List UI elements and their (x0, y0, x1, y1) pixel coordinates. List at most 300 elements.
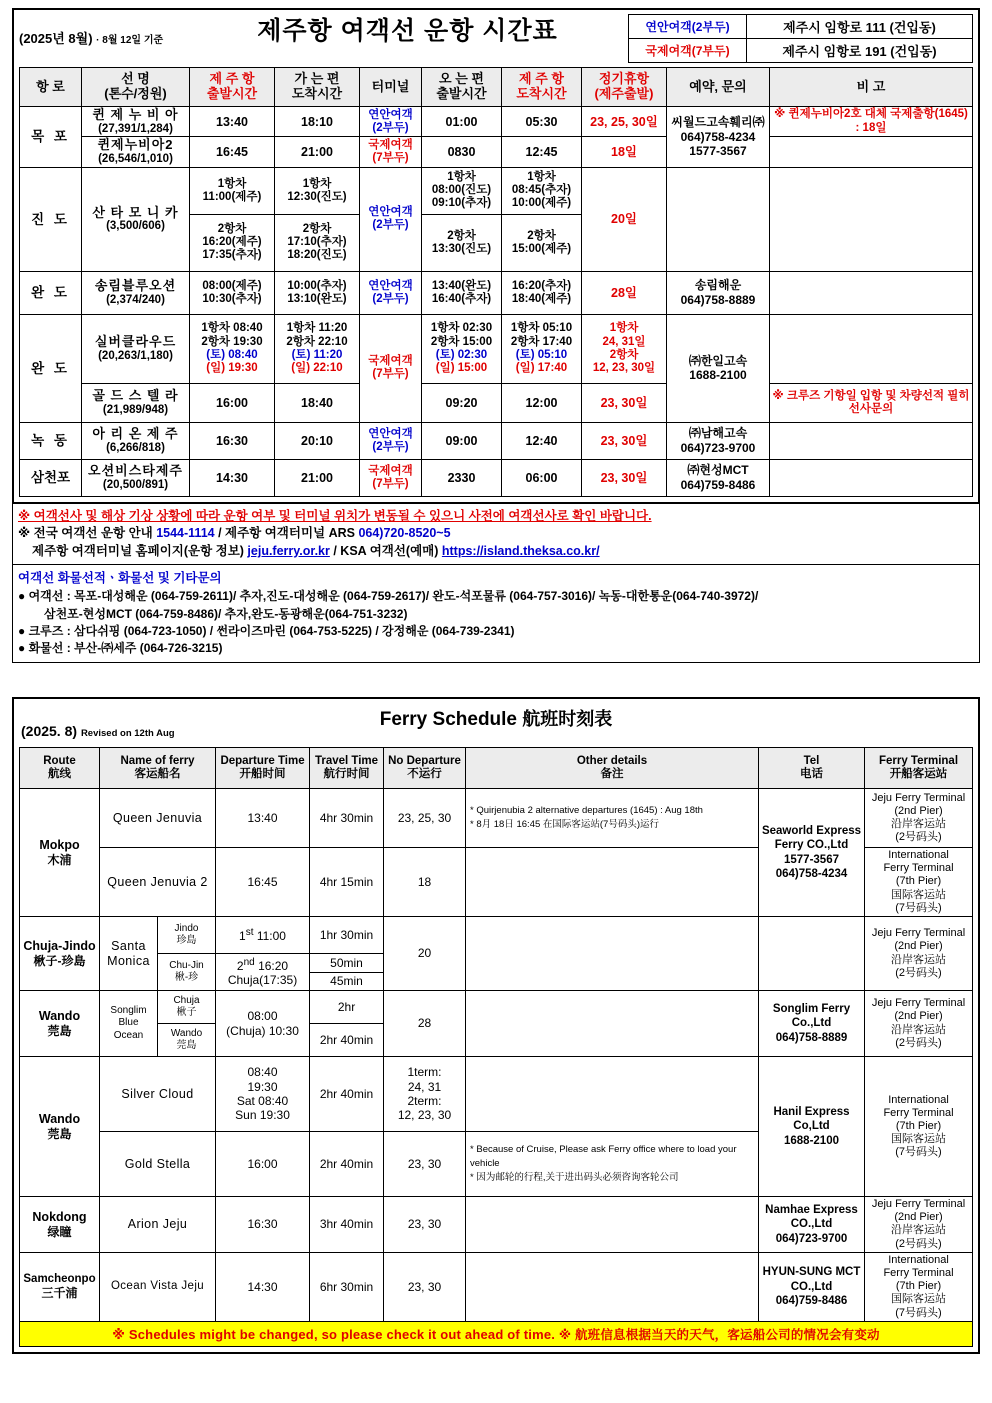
col-jeju-departure-l2: 출발시간 (206, 86, 258, 101)
cell-outbound-arrival: 21:00 (275, 459, 360, 496)
ksa-booking-link[interactable]: https://island.theksa.co.kr/ (441, 543, 600, 558)
english-date-line (21, 723, 175, 739)
sunday: (일) 22:10 (291, 362, 343, 375)
voyage-1-label: 1항차 (609, 322, 639, 335)
saturday: (토) 02:30 (435, 348, 488, 361)
cell-inbound-departure: 01:00 (422, 107, 502, 137)
cell-outbound-arrival: 21:00 (275, 137, 360, 167)
terminal-line-4: (2号码头) (895, 1237, 942, 1250)
table-row (20, 422, 973, 459)
col-tel-en (759, 748, 865, 789)
cell-holiday: 23, 30일 (582, 422, 667, 459)
cell-holiday: 20일 (582, 167, 667, 271)
voyage-time: 11:00(제주) (202, 190, 262, 203)
cell-ferry-queen-jenuvia-en: Queen Jenuvia (100, 789, 216, 848)
terminal-line-5: (7号码头) (895, 1146, 942, 1159)
cell-remark (770, 271, 973, 314)
cell-departure-en: 13:40 (216, 789, 310, 848)
ferry-line-1: Santa (111, 938, 146, 953)
leg-cn: 珍島 (176, 935, 197, 947)
company-phone: 064)723-9700 (775, 1232, 848, 1245)
terminal-line-3: 沿岸客运站 (891, 1224, 946, 1237)
ferry-line-2: Monica (107, 953, 150, 968)
terminal-line-3: 沿岸客运站 (891, 953, 946, 966)
route-cn: 莞島 (47, 1126, 72, 1141)
time-1: 16:20(추자) (511, 279, 572, 292)
voyage-2: 2항차 17:40 (510, 335, 573, 348)
leg-cn: 莞島 (176, 1040, 197, 1052)
cell-ship-gold-stella (82, 383, 190, 422)
ferry-line-3: Ocean (113, 1029, 144, 1041)
cell-departure: 13:40 (190, 107, 275, 137)
cell-route-samcheonpo-en (20, 1252, 100, 1321)
company-line-1: Hanil Express (773, 1105, 850, 1118)
jeju-ferry-homepage-link[interactable]: jeju.ferry.or.kr (247, 543, 330, 558)
leg-en: Chu-Jin (169, 959, 204, 971)
table-row (20, 271, 973, 314)
voyage-1: 1항차 02:30 (430, 322, 493, 335)
route-en: Chuja-Jindo (23, 938, 96, 953)
nodep-term2-label: 2term: (407, 1094, 442, 1109)
cell-nodeparture-en: 23, 30 (384, 1197, 466, 1253)
cell-inbound-departure-voyage2 (422, 214, 502, 271)
terminal-pier: (2부두) (372, 292, 409, 305)
cell-travel-voyage1-en: 1hr 30min (310, 917, 384, 954)
voyage-label: 1항차 (217, 177, 247, 190)
company-line-2: Co.,Ltd (791, 1017, 832, 1030)
terminal-line-1: Jeju Ferry Terminal (871, 997, 966, 1010)
cell-outbound-arrival: 20:10 (275, 422, 360, 459)
english-revision-note: Revised on 12th Aug (80, 728, 175, 740)
route-en: Wando (38, 1008, 81, 1023)
terminal-line-4: (2号码头) (895, 966, 942, 979)
cell-departure-en: 14:30 (216, 1252, 310, 1321)
cell-leg-jindo-en (158, 917, 216, 954)
cell-nodeparture-en: 20 (384, 917, 466, 991)
departure-line-2: (Chuja) 10:30 (226, 1023, 299, 1038)
terminal-pier: (7부두) (372, 477, 409, 490)
terminal-line-3: (7th Pier) (895, 1280, 942, 1293)
voyage-time: 15:00(제주) (511, 242, 572, 255)
voyage-2-label: 2항차 (609, 348, 639, 361)
voyage-2-days: 12, 23, 30일 (592, 362, 656, 375)
company-phone-2: 064)758-4234 (775, 867, 848, 880)
company-line-2: CO.,Ltd (790, 1218, 833, 1231)
cell-ferry-ocean-vista-en: Ocean Vista Jeju (100, 1252, 216, 1321)
cell-leg-chuja-en (158, 991, 216, 1024)
cell-travel-voyage2-en (310, 954, 384, 991)
cell-remark (770, 137, 973, 167)
cell-ferry-songlim-en (100, 991, 158, 1057)
company-name: 송림해운 (694, 278, 742, 293)
cell-leg-wando-en (158, 1024, 216, 1057)
cell-nodeparture-en: 18 (384, 848, 466, 917)
ship-name: 실버클라우드 (94, 334, 177, 350)
company-phone: 064)758-8889 (775, 1031, 848, 1044)
cell-jeju-arrival (502, 314, 582, 383)
nodep-term2-days: 12, 23, 30 (397, 1108, 452, 1123)
cell-other-details-gold-stella (466, 1132, 759, 1197)
ship-name: 골 드 스 텔 라 (92, 388, 179, 404)
cell-inbound-departure (422, 314, 502, 383)
korean-schedule-block (12, 8, 980, 504)
col-departure-cn-label: 开船时间 (239, 768, 286, 781)
cell-departure-en: 16:00 (216, 1132, 310, 1197)
ship-tonnage: (20,263/1,180) (98, 349, 173, 362)
time-2: 13:10(완도) (287, 292, 347, 305)
terminal-line-4: 国际客运站 (891, 1293, 946, 1306)
voyage-label: 1항차 (447, 171, 476, 184)
voyage-time: 16:20 (258, 958, 289, 973)
departure-line-1: 08:00 (247, 1009, 278, 1024)
korean-header (19, 14, 973, 63)
cell-remark-cruise: ※ 크루즈 기항일 입항 및 차량선적 필히 선사문의 (770, 383, 973, 422)
cell-other-details-en (466, 1057, 759, 1132)
english-title-text: Ferry Schedule (379, 709, 517, 731)
cell-inbound-departure: 09:20 (422, 383, 502, 422)
col-route: 항 로 (20, 68, 82, 107)
table-row (20, 1252, 973, 1321)
departure-sunday: Sun 19:30 (235, 1108, 290, 1123)
terminal-name: 국제여객 (368, 139, 413, 152)
table-row (20, 167, 973, 214)
route-cn: 绿瞳 (47, 1224, 72, 1239)
cell-reservation-empty (667, 167, 770, 271)
col-regular-holiday-l2: (제주출발) (594, 86, 654, 101)
voyage-stopover: Chuja(17:35) (227, 973, 298, 988)
cell-reservation-seaworld (667, 107, 770, 168)
col-other-details-en (466, 748, 759, 789)
cell-inbound-departure: 0830 (422, 137, 502, 167)
detail-line-en: * Quirjenubia 2 alternative departures (1645) : Aug 18th (470, 804, 703, 816)
company-line-1: HYUN-SUNG MCT (762, 1266, 861, 1279)
voyage-1: 1항차 08:40 (201, 322, 263, 335)
terminal-name: 연안여객 (368, 206, 413, 219)
terminal-name: 국제여객 (368, 464, 413, 477)
col-inbound-departure-l1: 오 는 편 (439, 71, 484, 87)
korean-date-sub: · 8월 12일 기준 (96, 35, 164, 46)
ship-name: 퀸제누비아2 (97, 137, 174, 153)
korean-date-main: (2025년 8월) (19, 31, 93, 46)
voyage-2: 2항차 19:30 (201, 335, 263, 348)
warning-text-cn: ※ 航班信息根据当天的天气，客运船公司的情况会有变动 (558, 1327, 880, 1342)
cell-terminal-en (865, 1252, 973, 1321)
cell-nodeparture-en (384, 1057, 466, 1132)
cell-travel-leg2-en: 2hr 40min (310, 1024, 384, 1057)
cell-departure-en (216, 991, 310, 1057)
voyage-time-2: 10:00(제주) (511, 197, 572, 210)
cell-route-nokdong: 녹 동 (20, 422, 82, 459)
time-1: 13:40(완도) (431, 279, 492, 292)
col-remark: 비 고 (770, 68, 973, 107)
col-ferry-name-en (100, 748, 216, 789)
terminal-line-4: (2号码头) (895, 831, 942, 844)
terminal-line-2: Ferry Terminal (883, 862, 954, 875)
terminal-line-1: International (888, 1253, 949, 1266)
col-travel-cn-label: 航行时间 (323, 768, 370, 781)
company-name: ㈜한일고속 (688, 353, 748, 368)
cell-departure-en: 16:45 (216, 848, 310, 917)
saturday: (토) 08:40 (206, 348, 258, 361)
cell-departure-voyage2 (190, 214, 275, 271)
leg-en: Wando (170, 1027, 203, 1039)
coastal-terminal-address: 제주시 임항로 111 (건입동) (747, 15, 973, 39)
terminal-line-2: (2nd Pier) (894, 804, 943, 817)
cell-departure-en: 16:30 (216, 1197, 310, 1253)
voyage-1: 1항차 05:10 (510, 322, 573, 335)
voyage-1: 1항차 11:20 (286, 322, 348, 335)
col-reservation: 예약, 문의 (667, 68, 770, 107)
cell-departure: 16:30 (190, 422, 275, 459)
col-ship-name (82, 68, 190, 107)
cell-tel-hanil-en (759, 1057, 865, 1197)
cell-reservation-songlim (667, 271, 770, 314)
ferry-line-2: Blue (118, 1017, 139, 1029)
route-cn: 木浦 (47, 852, 72, 867)
table-row (20, 1057, 973, 1132)
korean-date-line (19, 28, 187, 47)
table-row (20, 314, 973, 383)
cell-terminal (360, 422, 422, 459)
table-row (20, 789, 973, 848)
cell-outbound-arrival: 18:40 (275, 383, 360, 422)
cell-reservation-hanil (667, 314, 770, 422)
terminal-name: 연안여객 (368, 108, 413, 121)
cell-outbound-arrival (275, 271, 360, 314)
leg-en: Chuja (173, 994, 200, 1006)
korean-schedule-table (19, 67, 973, 497)
cell-tel-namhae-en (759, 1197, 865, 1253)
cell-reservation-hyunsung (667, 459, 770, 496)
terminal-line-1: Jeju Ferry Terminal (871, 1198, 966, 1211)
cell-holiday: 23, 30일 (582, 459, 667, 496)
col-ship-name-l2: (톤수/정원) (104, 86, 167, 101)
cell-travel-en: 4hr 15min (310, 848, 384, 917)
ship-name: 퀸 제 누 비 아 (92, 107, 179, 122)
info-note-prefix: ※ 전국 여객선 운항 안내 (18, 526, 157, 541)
col-departure-time-en (216, 748, 310, 789)
ship-tonnage: (27,391/1,284) (98, 122, 173, 135)
voyage2-primary (218, 957, 307, 973)
col-terminal-cn-label: 开船客运站 (889, 768, 948, 781)
cell-tel-en (759, 917, 865, 991)
cell-terminal (360, 459, 422, 496)
nodep-term1-label: 1term: (407, 1065, 442, 1080)
cargo-cruise-line: ● 크루즈 : 삼다쉬핑 (064-723-1050) / 썬라이즈마린 (064-753-5225) / 강정해운 (064-739-2341) (18, 623, 515, 638)
cell-departure: 16:45 (190, 137, 275, 167)
voyage-ordinal-suffix: nd (243, 956, 255, 968)
terminal-line-5: (7号码头) (895, 1306, 942, 1319)
cell-reservation-namhae (667, 422, 770, 459)
voyage-label: 2항차 (447, 229, 476, 242)
sunday: (일) 15:00 (435, 362, 488, 375)
cell-terminal-en (865, 1197, 973, 1253)
voyage-time: 11:00 (256, 928, 286, 943)
coastal-terminal-label: 연안여객(2부두) (629, 15, 747, 39)
cell-travel-en: 2hr 40min (310, 1057, 384, 1132)
cell-terminal-en (865, 991, 973, 1057)
cell-ship-queen-jenuvia-2 (82, 137, 190, 167)
terminal-line-3: 沿岸客运站 (891, 1023, 946, 1036)
terminal-line-2: Ferry Terminal (883, 1106, 954, 1119)
voyage-2: 2항차 22:10 (286, 335, 348, 348)
ship-name: 아 리 온 제 주 (92, 426, 179, 442)
cell-terminal-en (865, 789, 973, 848)
cell-other-details-en (466, 1197, 759, 1253)
cell-jeju-arrival: 12:00 (502, 383, 582, 422)
cell-terminal (360, 314, 422, 422)
cell-other-details-en (466, 1252, 759, 1321)
col-travel-en-label: Travel Time (314, 754, 379, 767)
col-route-en-label: Route (43, 754, 76, 767)
korean-page-title: 제주항 여객선 운항 시간표 (257, 17, 558, 45)
leg-cn: 楸-珍 (174, 972, 199, 984)
saturday: (토) 05:10 (515, 348, 568, 361)
col-travel-time-en (310, 748, 384, 789)
cell-outbound-arrival-voyage2 (275, 214, 360, 271)
cell-holiday: 23, 25, 30일 (582, 107, 667, 137)
route-cn: 莞島 (47, 1023, 72, 1038)
company-phone-1: 064)758-4234 (680, 129, 756, 144)
cell-travel-en: 3hr 40min (310, 1197, 384, 1253)
route-cn: 楸子-珍島 (33, 953, 86, 968)
ship-name: 산 타 모 니 카 (92, 204, 179, 220)
col-jeju-departure-l1: 제 주 항 (209, 71, 255, 87)
cell-other-details-en (466, 848, 759, 917)
cell-travel-en: 6hr 30min (310, 1252, 384, 1321)
col-ship-name-l1: 선 명 (121, 71, 150, 87)
terminal-pier: (7부두) (372, 368, 409, 381)
col-jeju-arrival (502, 68, 582, 107)
voyage-2: 2항차 15:00 (430, 335, 493, 348)
col-inbound-departure-l2: 출발시간 (436, 86, 487, 101)
table-row (20, 1197, 973, 1253)
ship-tonnage: (6,266/818) (106, 441, 165, 454)
terminal-line-4: 国际客运站 (891, 888, 946, 901)
cell-departure-voyage2-en (216, 954, 310, 991)
company-phone: 064)759-8486 (680, 477, 756, 492)
cell-departure-en (216, 1057, 310, 1132)
sunday: (일) 19:30 (206, 362, 258, 375)
company-name: ㈜남해고속 (688, 426, 748, 441)
cell-jeju-arrival (502, 271, 582, 314)
terminal-line-2: (2nd Pier) (894, 940, 943, 953)
cell-route-wando-en-2 (20, 1057, 100, 1197)
voyage-1-days: 24, 31일 (602, 335, 646, 348)
travel-segment-1: 50min (310, 955, 383, 973)
voyage-time-2: 17:35(추자) (202, 249, 262, 262)
terminal-name: 연안여객 (368, 279, 413, 292)
warning-text-en: ※ Schedules might be changed, so please check it out ahead of time. (112, 1326, 556, 1342)
ship-tonnage: (21,989/948) (102, 403, 169, 416)
col-outbound-arrival-l1: 가 는 편 (294, 71, 340, 87)
cell-terminal (360, 137, 422, 167)
voyage-label: 1항차 (527, 171, 556, 184)
voyage-label: 1항차 (302, 177, 332, 190)
national-ferry-hotline[interactable]: 1544-1114 (156, 526, 215, 541)
company-phone: 1688-2100 (784, 1134, 839, 1147)
cell-other-details-en (466, 917, 759, 991)
ship-tonnage: (3,500/606) (106, 220, 165, 233)
col-tel-en-label: Tel (803, 754, 820, 767)
terminal-line-1: Jeju Ferry Terminal (871, 791, 966, 804)
time-2: 10:30(추자) (202, 292, 262, 305)
col-regular-holiday (582, 68, 667, 107)
table-row (20, 459, 973, 496)
company-phone: 064)723-9700 (680, 440, 756, 455)
terminal-line-2: Ferry Terminal (883, 1266, 954, 1279)
cell-route-mokpo: 목 포 (20, 107, 82, 168)
route-en: Samcheonpo (23, 1272, 96, 1285)
voyage-time-1: 08:00(진도) (431, 184, 492, 197)
cell-ferry-gold-stella-en: Gold Stella (100, 1132, 216, 1197)
col-nodep-en-label: No Departure (388, 754, 461, 767)
cell-jeju-arrival: 12:45 (502, 137, 582, 167)
departure-line-2: 19:30 (247, 1079, 278, 1094)
cell-ship-songlim-blue-ocean (82, 271, 190, 314)
cell-outbound-arrival: 18:10 (275, 107, 360, 137)
table-row (20, 137, 973, 167)
time-2: 16:40(추자) (431, 292, 492, 305)
col-nodep-cn-label: 不运行 (407, 768, 442, 781)
cargo-freight-line: ● 화물선 : 부산-㈜세주 (064-726-3215) (18, 640, 223, 655)
cargo-heading: 여객선 화물선적ㆍ화물선 및 기타문의 (18, 571, 222, 586)
terminal-name: 국제여객 (368, 355, 413, 368)
company-line-1: Seaworld Express (761, 824, 862, 837)
sunday: (일) 17:40 (515, 362, 568, 375)
weather-warning-note: ※ 여객선사 및 해상 기상 상황에 따라 운항 여부 및 터미널 위치가 변동될 수 있으니 사전에 여객선사로 확인 바랍니다. (18, 508, 652, 523)
cell-nodeparture-en: 28 (384, 991, 466, 1057)
voyage-ordinal-suffix: st (245, 926, 254, 938)
col-regular-holiday-l1: 정기휴항 (598, 71, 650, 87)
cell-route-wando-1: 완 도 (20, 271, 82, 314)
cell-departure: 14:30 (190, 459, 275, 496)
cell-jeju-arrival: 12:40 (502, 422, 582, 459)
company-line-2: Co,Ltd (793, 1120, 830, 1133)
departure-saturday: Sat 08:40 (236, 1094, 289, 1109)
time-2: 18:40(제주) (511, 292, 572, 305)
international-terminal-address: 제주시 임항로 191 (건입동) (747, 39, 973, 63)
info-note-middle: / 제주항 여객터미널 ARS (214, 526, 359, 541)
table-row (20, 383, 973, 422)
cell-holiday: 23, 30일 (582, 383, 667, 422)
col-jeju-arrival-l1: 제 주 항 (519, 71, 564, 87)
terminal-line-3: (7th Pier) (895, 1119, 942, 1132)
terminal-line-5: (7号码头) (895, 901, 942, 914)
voyage-ordinal: 2 (236, 958, 244, 973)
cell-nodeparture-en: 23, 30 (384, 1132, 466, 1197)
terminal-pier: (7부두) (372, 152, 409, 165)
terminal-line-4: 国际客运站 (891, 1133, 946, 1146)
voyage-ordinal: 1 (239, 928, 246, 943)
international-terminal-label: 국제여객(7부두) (629, 39, 747, 63)
terminal-line-2: (2nd Pier) (894, 1211, 943, 1224)
voyage-time-2: 18:20(진도) (287, 249, 347, 262)
cell-inbound-departure: 09:00 (422, 422, 502, 459)
jeju-terminal-ars[interactable]: 064)720-8520~5 (358, 526, 451, 541)
company-phone: 1688-2100 (689, 368, 747, 383)
cell-remark (770, 314, 973, 383)
terminal-line-4: (2号码头) (895, 1036, 942, 1049)
cell-holiday (582, 314, 667, 383)
cell-departure (190, 314, 275, 383)
cell-ship-queen-jenuvia (82, 107, 190, 137)
cell-inbound-departure-voyage1 (422, 167, 502, 214)
company-phone: 064)759-8486 (775, 1294, 848, 1307)
cell-route-wando-en-1 (20, 991, 100, 1057)
terminal-line-3: (7th Pier) (895, 875, 942, 888)
cargo-passenger-line-2: 삼천포-현성MCT (064-759-8486)/ 추자,완도-동광해운(064-751-3232) (44, 606, 408, 621)
